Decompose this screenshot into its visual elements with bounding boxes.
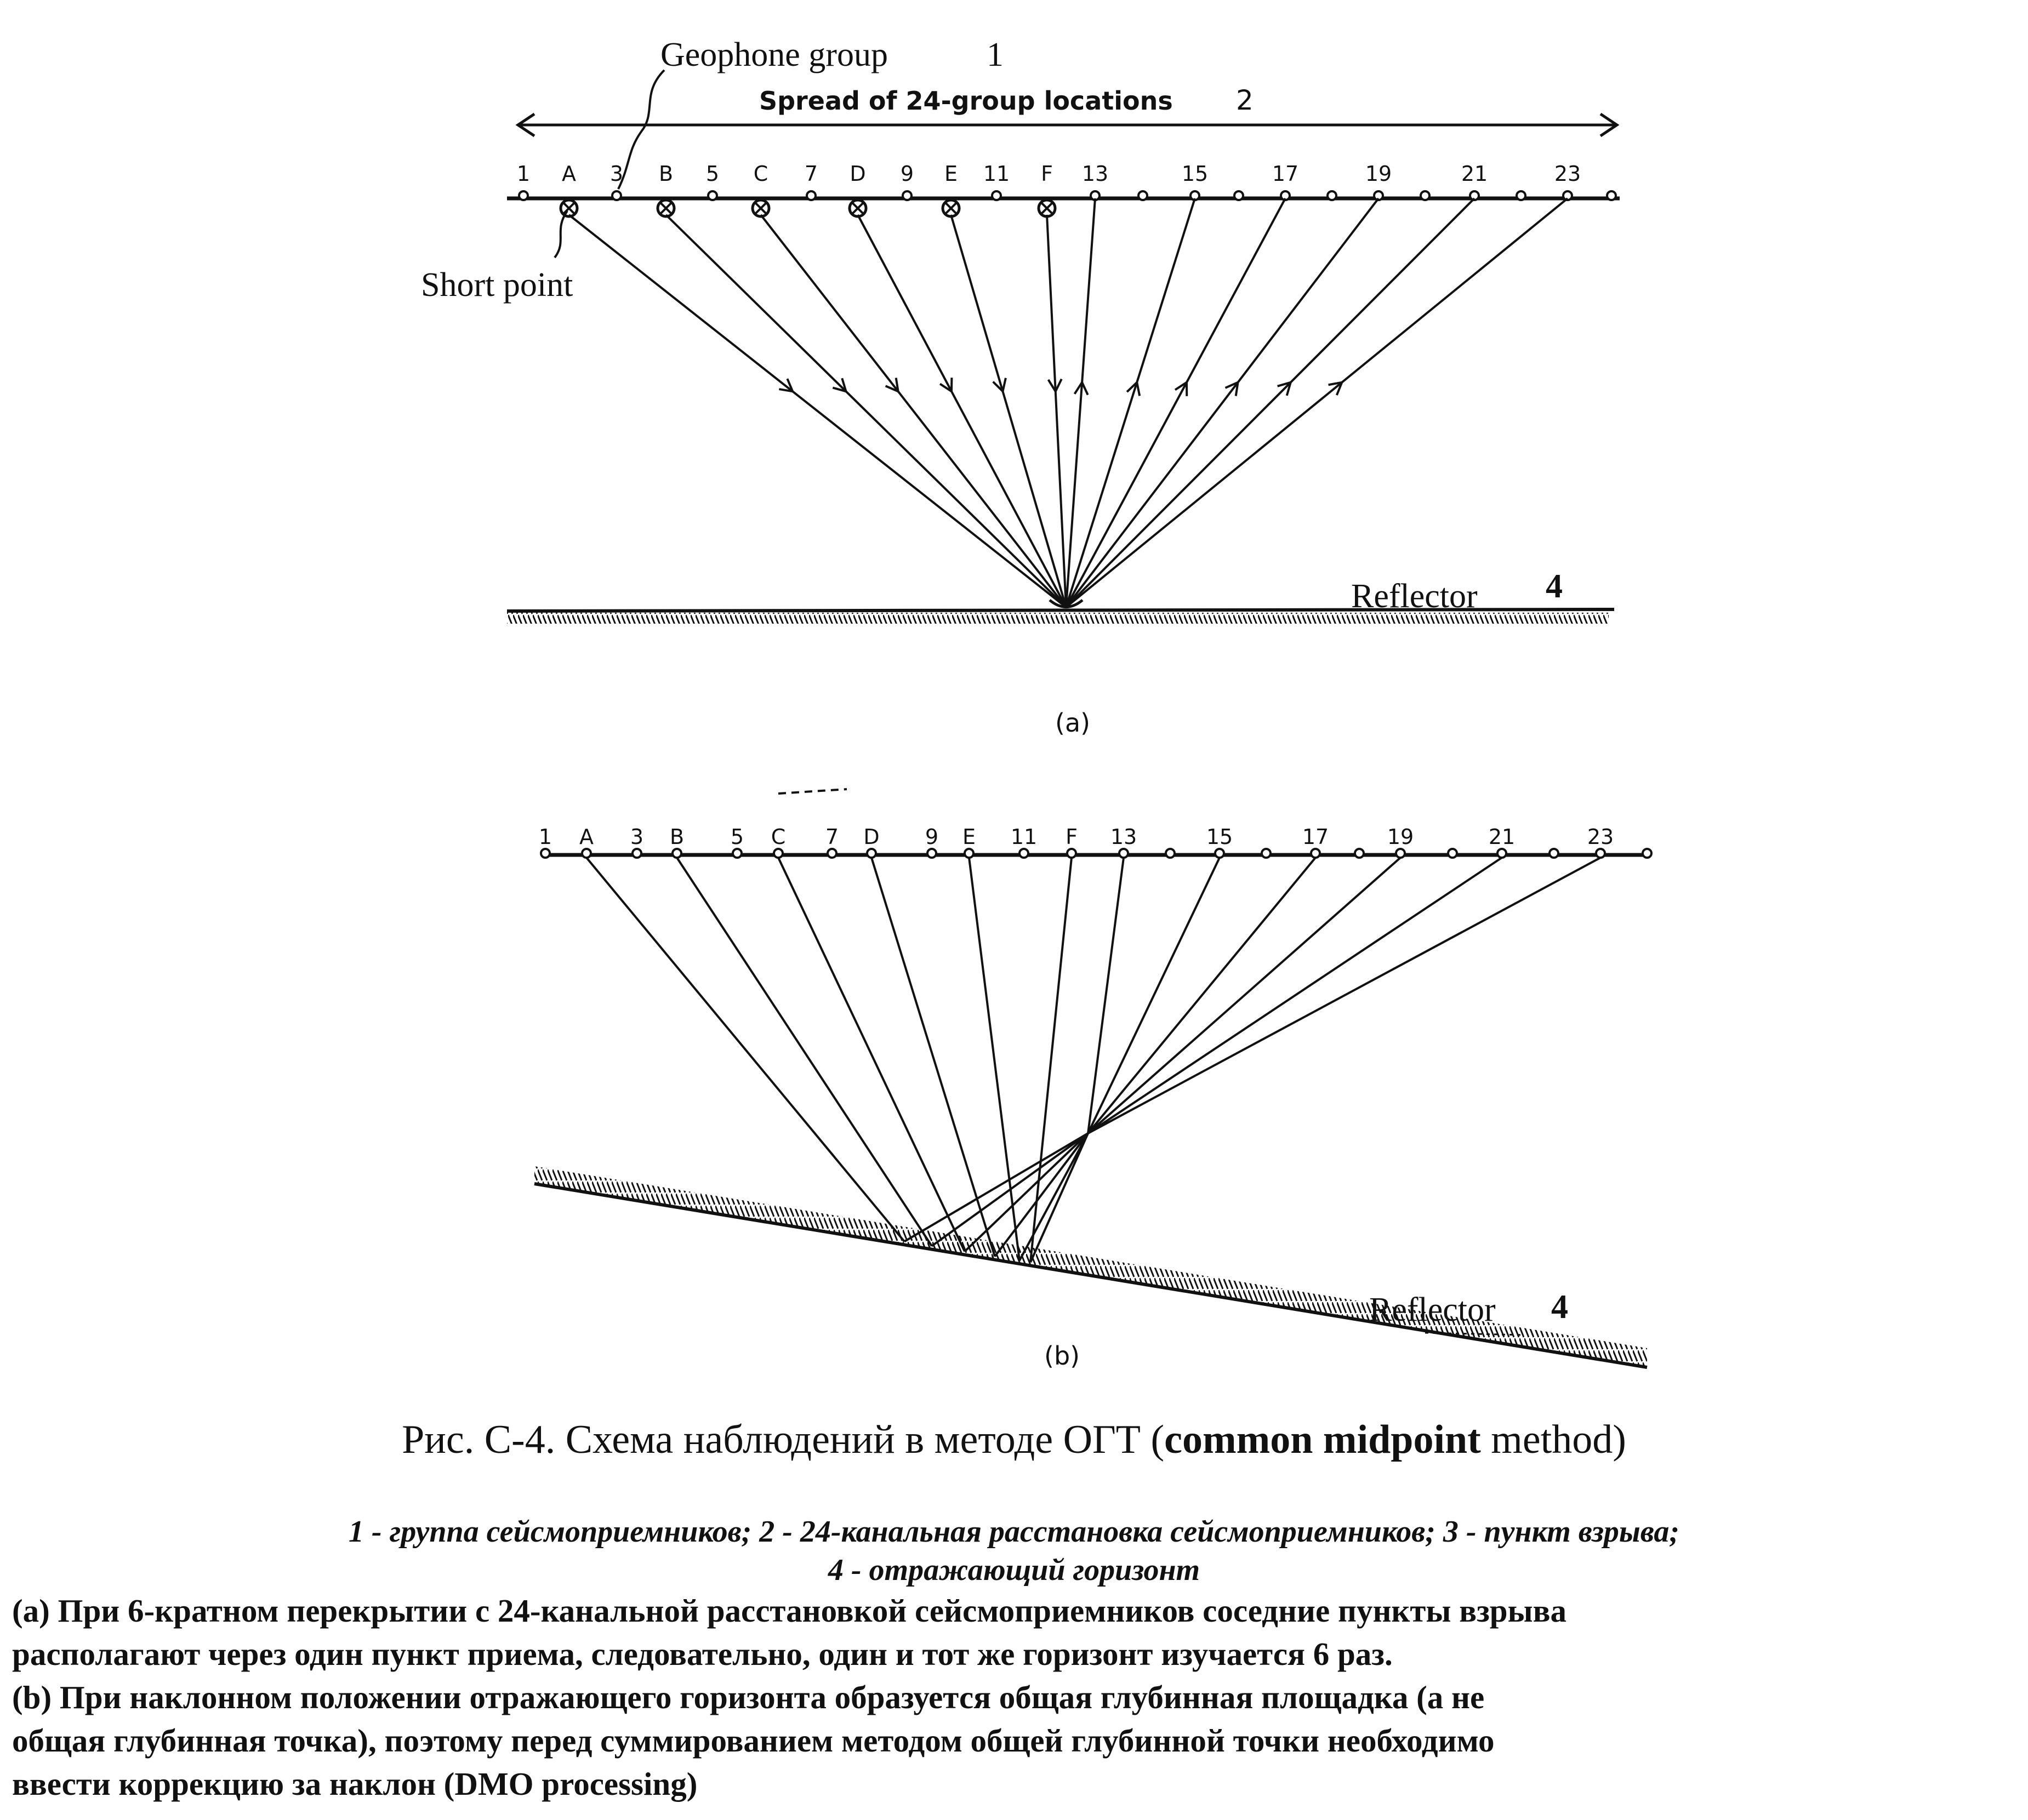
station-label-a: 17 [1272, 162, 1299, 186]
up-ray-a [1066, 198, 1095, 607]
geophone-marker-b [1019, 849, 1028, 858]
station-label-b: 3 [630, 825, 644, 849]
station-label-a: 1 [516, 162, 531, 186]
panel-label-b: (b) [1044, 1341, 1080, 1371]
caption-bold: common midpoint [1164, 1417, 1481, 1462]
geophone-marker-b [582, 849, 591, 858]
up-ray-b [1088, 858, 1315, 1133]
geophone-marker-b [673, 849, 681, 858]
scratch-mark [778, 789, 847, 794]
station-label-a: 3 [609, 162, 624, 186]
figure-caption [0, 1417, 2028, 1463]
stations-b [539, 825, 1651, 858]
geophone-marker-a [612, 191, 621, 200]
geophone-marker-b [1596, 849, 1605, 858]
station-label-b: 1 [538, 825, 552, 849]
note-b-line-1 [12, 1676, 2024, 1719]
station-label-b: A [579, 825, 594, 849]
station-label-a: 23 [1554, 162, 1581, 186]
station-label-a: A [562, 162, 576, 186]
panel-b [534, 789, 1651, 1371]
up-ray-b [1088, 858, 1502, 1133]
up-ray-b [1088, 858, 1124, 1133]
station-label-a: 19 [1365, 162, 1392, 186]
geophone-marker-b [541, 849, 550, 858]
geophone-marker-b [1311, 849, 1320, 858]
reflector-number-b: 4 [1551, 1288, 1568, 1326]
geophone-marker-b [733, 849, 742, 858]
geophone-marker-b [927, 849, 936, 858]
geophone-marker-a [1607, 191, 1616, 200]
geophone-marker-a [1421, 191, 1429, 200]
station-label-b: B [669, 825, 685, 849]
up-ray-b [1088, 858, 1400, 1133]
note-b-line-3 [12, 1762, 2024, 1806]
station-label-a: 13 [1081, 162, 1109, 186]
station-label-a: 5 [705, 162, 720, 186]
reflector-label-b: Reflector [1369, 1291, 1496, 1328]
legend-line-1: 1 - группа сейсмоприемников; 2 - 24-канальная расстановка сейсмоприемников; 3 - пункт взрыва; [348, 1515, 1680, 1549]
panel-label-a: (a) [1055, 708, 1091, 738]
station-label-a: B [658, 162, 674, 186]
up-ray-a [1066, 198, 1474, 607]
geophone-marker-a [708, 191, 717, 200]
spread-number: 2 [1236, 84, 1254, 116]
note-a-tag: (a) [12, 1593, 50, 1629]
geophone-marker-a [903, 191, 912, 200]
down-ray-a [858, 215, 1066, 607]
geophone-marker-b [1262, 849, 1271, 858]
reflector-label-a: Reflector [1351, 578, 1478, 615]
geophone-marker-b [965, 849, 973, 858]
station-label-b: 9 [925, 825, 939, 849]
station-label-b: 15 [1206, 825, 1233, 849]
geophone-marker-a [807, 191, 816, 200]
reflector-number-a: 4 [1546, 568, 1563, 605]
short-point-leader [555, 211, 567, 258]
down-ray-a [569, 215, 1066, 607]
geophone-marker-b [1119, 849, 1128, 858]
station-label-b: 17 [1302, 825, 1329, 849]
note-b-line-2: общая глубинная точка), поэтому перед суммированием методом общей глубинной точки необходимо [12, 1722, 1495, 1759]
caption-suffix: method) [1480, 1417, 1626, 1462]
reflected-ray-b [904, 1133, 1088, 1241]
note-b-suffix: ) [686, 1766, 698, 1802]
down-ray-a [666, 215, 1066, 607]
note-a-text-1: При 6-кратном перекрытии с 24-канальной расстановкой сейсмоприемников соседние пункты взрыва [49, 1593, 1567, 1629]
station-label-a: 15 [1181, 162, 1209, 186]
geophone-marker-b [1396, 849, 1405, 858]
geophone-marker-b [828, 849, 836, 858]
geophone-marker-a [1328, 191, 1336, 200]
reflector-line-b [534, 1184, 1647, 1367]
geophone-marker-b [1448, 849, 1457, 858]
geophone-marker-b [1643, 849, 1651, 858]
note-b-text-3: ввести коррекцию за наклон ( [12, 1766, 455, 1802]
stations-a [517, 162, 1616, 216]
station-label-b: 5 [730, 825, 744, 849]
station-label-a: 21 [1461, 162, 1488, 186]
geophone-marker-b [633, 849, 641, 858]
note-b-tag: (b) [12, 1679, 52, 1715]
geophone-marker-b [1215, 849, 1224, 858]
geophone-marker-a [1234, 191, 1243, 200]
legend [0, 1513, 2028, 1589]
station-label-a: 9 [900, 162, 914, 186]
up-ray-a [1066, 198, 1378, 607]
note-b-text-1: При наклонном положении отражающего горизонта образуется общая глубинная площадка (а не [52, 1679, 1485, 1715]
station-label-b: 21 [1488, 825, 1516, 849]
geophone-group-label: Geophone group [660, 36, 888, 73]
up-ray-a [1066, 198, 1568, 607]
note-a-line-1 [12, 1589, 2024, 1633]
station-label-b: 7 [825, 825, 839, 849]
station-label-a: F [1041, 162, 1053, 186]
up-ray-b [1088, 858, 1220, 1133]
station-label-b: 23 [1587, 825, 1614, 849]
geophone-marker-b [1497, 849, 1506, 858]
station-label-a: 7 [804, 162, 818, 186]
legend-line-2: 4 - отражающий горизонт [828, 1553, 1200, 1587]
geophone-marker-a [1517, 191, 1525, 200]
geophone-group-leader [618, 70, 664, 189]
station-label-b: 13 [1110, 825, 1137, 849]
geophone-marker-b [1355, 849, 1364, 858]
spread-label: Spread of 24-group locations [759, 86, 1173, 116]
geophone-marker-b [774, 849, 783, 858]
reflector-hatch-b [534, 1166, 1647, 1367]
station-label-b: D [863, 825, 880, 849]
geophone-marker-a [992, 191, 1001, 200]
geophone-marker-b [867, 849, 876, 858]
up-ray-b [1088, 858, 1600, 1133]
down-ray-a [761, 215, 1066, 607]
note-b-bold: DMO processing [454, 1766, 687, 1802]
geophone-marker-b [1067, 849, 1076, 858]
panel-a [421, 36, 1620, 738]
caption-prefix: Рис. С-4. Схема наблюдений в методе ОГТ ( [402, 1417, 1165, 1462]
down-ray-b [677, 858, 932, 1246]
station-label-b: 11 [1010, 825, 1038, 849]
geophone-group-number: 1 [987, 36, 1004, 73]
station-label-a: E [944, 162, 958, 186]
geophone-marker-b [1550, 849, 1558, 858]
station-label-b: F [1066, 825, 1078, 849]
note-a-line-2: располагают через один пункт приема, следовательно, один и тот же горизонт изучается 6 раз. [12, 1636, 1393, 1672]
station-label-b: 19 [1387, 825, 1414, 849]
station-label-a: D [850, 162, 866, 186]
station-label-b: C [771, 825, 786, 849]
rays-a [569, 198, 1568, 607]
notes [12, 1589, 2024, 1806]
station-label-a: 11 [983, 162, 1010, 186]
geophone-marker-a [519, 191, 528, 200]
reflected-ray-b [965, 1133, 1088, 1252]
geophone-marker-b [1166, 849, 1175, 858]
station-label-b: E [962, 825, 976, 849]
geophone-marker-a [1138, 191, 1147, 200]
short-point-label: Short point [421, 266, 573, 304]
station-label-a: C [753, 162, 768, 186]
